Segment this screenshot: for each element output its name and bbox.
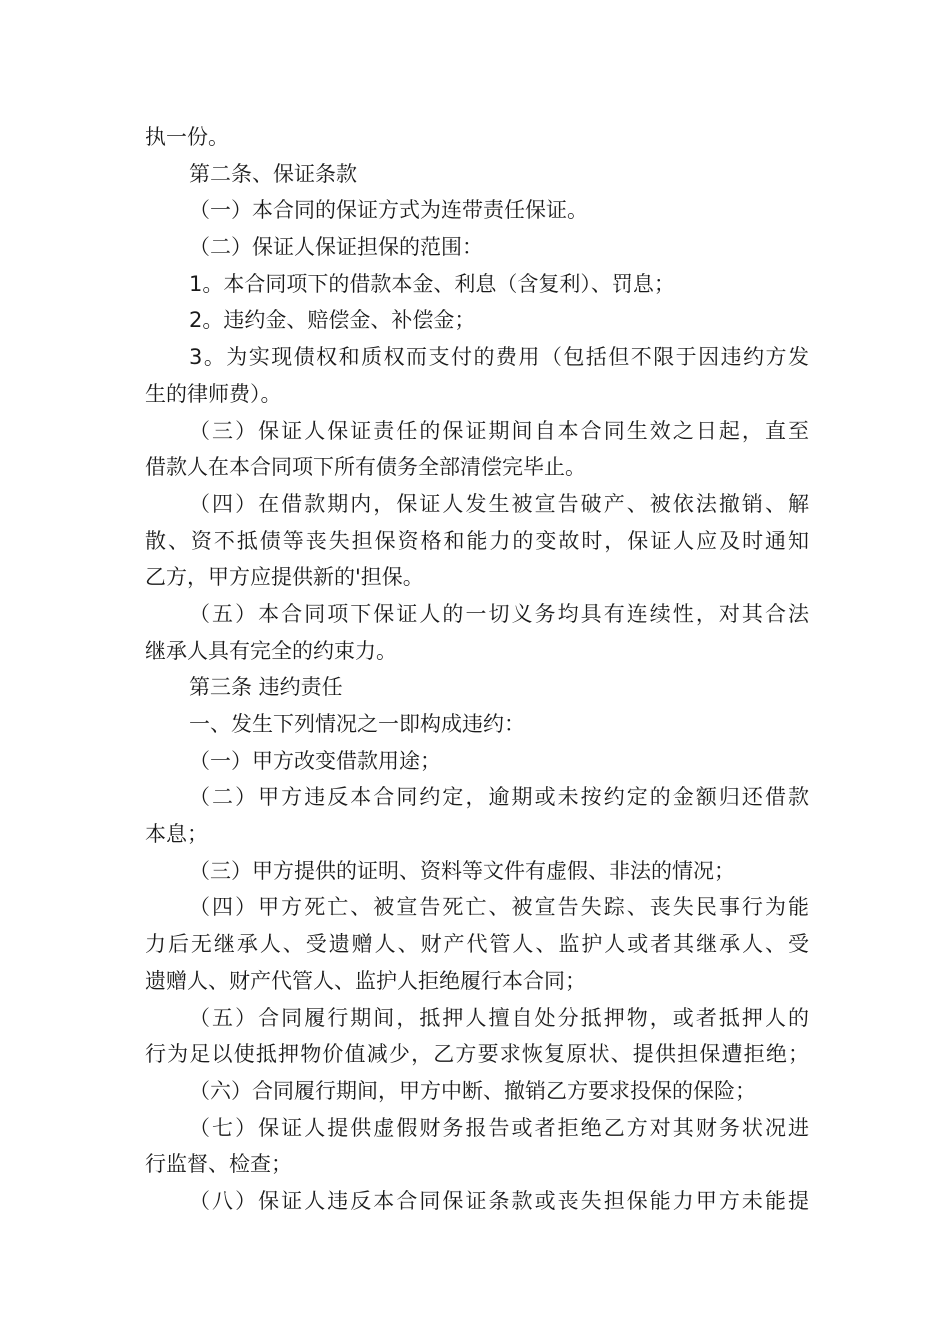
text-line: （一）甲方改变借款用途；	[189, 748, 441, 773]
text-line: （三）甲方提供的证明、资料等文件有虚假、非法的情况；	[189, 858, 735, 883]
text-line: 借款人在本合同项下所有债务全部清偿完毕止。	[145, 455, 586, 480]
text-line: （六）合同履行期间，甲方中断、撤销乙方要求投保的保险；	[189, 1078, 756, 1103]
text-line: 1。本合同项下的借款本金、利息（含复利）、罚息；	[189, 271, 675, 296]
text-line: （八）保证人违反本合同保证条款或丧失担保能力甲方未能提	[189, 1188, 809, 1213]
text-line: 一、发生下列情况之一即构成违约：	[189, 712, 525, 736]
text-line: 第二条、保证条款	[189, 161, 357, 186]
text-line: （二）保证人保证担保的范围：	[189, 235, 483, 260]
text-line: （七）保证人提供虚假财务报告或者拒绝乙方对其财务状况进	[189, 1115, 809, 1140]
text-line: 2。违约金、赔偿金、补偿金；	[189, 308, 476, 333]
text-line: （五）本合同项下保证人的一切义务均具有连续性，对其合法	[189, 601, 809, 626]
text-line: 行为足以使抵押物价值减少，乙方要求恢复原状、提供担保遭拒绝；	[145, 1042, 809, 1067]
text-line: （四）在借款期内，保证人发生被宣告破产、被依法撤销、解	[189, 491, 809, 516]
text-line: 继承人具有完全的约束力。	[145, 638, 397, 663]
text-line: 散、资不抵债等丧失担保资格和能力的变故时，保证人应及时通知	[145, 528, 809, 553]
text-line: 第三条 违约责任	[189, 675, 343, 700]
text-line: （三）保证人保证责任的保证期间自本合同生效之日起，直至	[189, 418, 809, 443]
contract-body-text	[145, 119, 809, 1220]
text-line: 遗赠人、财产代管人、监护人拒绝履行本合同；	[145, 968, 586, 993]
text-line: （四）甲方死亡、被宣告死亡、被宣告失踪、丧失民事行为能	[189, 895, 809, 920]
text-line: （一）本合同的保证方式为连带责任保证。	[189, 198, 588, 223]
text-line: 力后无继承人、受遗赠人、财产代管人、监护人或者其继承人、受	[145, 932, 809, 957]
text-line: 乙方，甲方应提供新的'担保。	[145, 565, 424, 590]
text-line: 生的律师费）。	[145, 381, 282, 406]
text-line: 3。为实现债权和质权而支付的费用（包括但不限于因违约方发	[189, 345, 809, 370]
text-line: （二）甲方违反本合同约定，逾期或未按约定的金额归还借款	[189, 785, 809, 810]
text-line: 执一份。	[145, 125, 229, 149]
text-line: 本息；	[145, 822, 208, 847]
text-line: （五）合同履行期间，抵押人擅自处分抵押物，或者抵押人的	[189, 1005, 809, 1030]
text-line: 行监督、检查；	[145, 1152, 292, 1177]
